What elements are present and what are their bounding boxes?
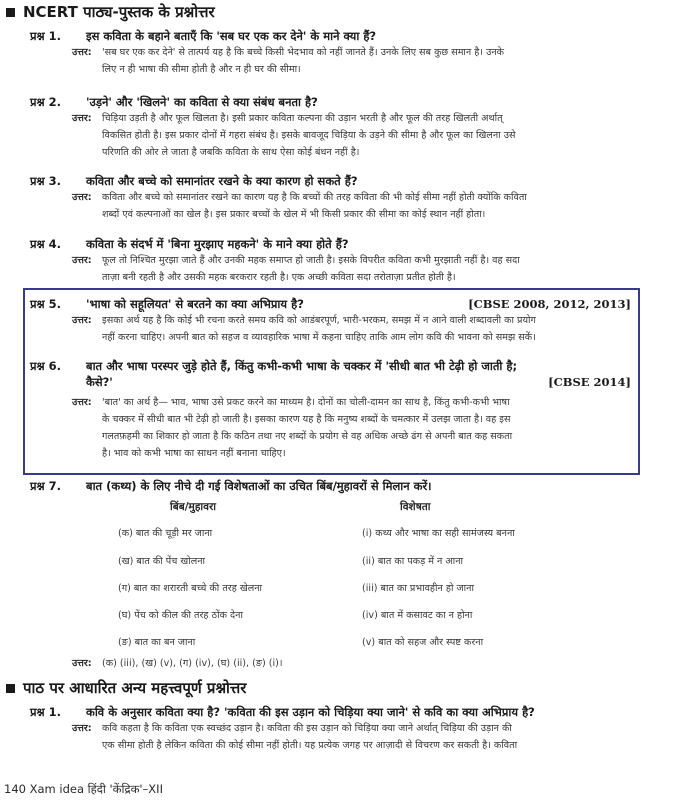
question-block-2 [0,94,683,161]
answer-1: उत्तर: 'सब घर एक कर देने' से तात्पर्य यह है कि बच्चे किसी भेदभाव को नहीं जानते हैं। उनके लिए सब कुछ समान है। उनके लिए न ही भाषा की सीमा होती है और न ही घर की सीमा। [72,47,505,75]
cbse-tag-6: [CBSE 2014] [548,375,631,389]
extra-question-1: प्रश्न 1. कवि के अनुसार कविता क्या है? 'कविता की इस उड़ान को चिड़िया क्या जाने' से कवि का क्या अभिप्राय है? [30,705,535,719]
question-2: प्रश्न 2. 'उड़ने' और 'खिलने' का कविता से क्या संबंध बनता है? [30,95,318,109]
match-right-item: (iv) बात में कसावट का न होना [362,610,473,621]
question-4: प्रश्न 4. कविता के संदर्भ में 'बिना मुरझाए महकने' के माने क्या होते हैं? [30,237,349,251]
match-left-item: (ख) बात की पेंच खोलना [118,556,206,567]
answer-6: उत्तर: 'बात' का अर्थ है— भाव, भाषा उसे प्रकट करने का माध्यम है। दोनों का चोली-दामन का साथ है, किंतु कभी-कभी भाषा के चक्कर में सीधी बात भी टेढ़ी हो जाती है। इसका कारण यह है कि मनुष्य शब्दों के चमत्कार में उलझ जाता है। वह इस गलतफ़हमी का शिकार हो जाता है कि कठिन तथा नए शब्दों के प्रयोग से वह अधिक अच्छे ढंग से अपनी बात कह सकता है। भाव को कभी भाषा का साधन नहीं बनाना चाहिए। [72,397,513,459]
answer-4: उत्तर: फूल तो निश्चित मुरझा जाते हैं और उनकी महक समाप्त हो जाती है। इसके विपरीत कविता कभी मुरझाती नहीं है। वह सदा ताज़ा बनी रहती है और उसकी महक बरकरार रहती है। एक अच्छी कविता सदा तरोताज़ा प्रतीत होती है। [72,255,520,283]
question-block-1 [0,28,683,78]
question-block-7 [0,478,683,494]
answer-2: उत्तर: चिड़िया उड़ती है और फूल खिलता है। इसी प्रकार कविता कल्पना की उड़ान भरती है और फूल की तरह खिलती अर्थात् विकसित होती है। इस प्रकार दोनों में गहरा संबंध है। इसके बावजूद चिड़िया के उड़ने की सीमा है और फूल का खिलना उसे परिणति की ओर ले जाता है जबकि कविता के साथ ऐसा कोई बंधन नहीं है। [72,113,516,158]
match-left-item: (घ) पेंच को कील की तरह ठोंक देना [118,610,243,621]
match-col2-heading: विशेषता [400,501,431,513]
question-1: प्रश्न 1. इस कविता के बहाने बताएँ कि 'सब घर एक कर देने' के माने क्या हैं? [30,29,377,43]
match-left-item: (ग) बात का शरारती बच्चे की तरह खेलना [118,583,263,594]
section-heading-extra [6,678,246,698]
match-answer-label: उत्तर: [72,658,92,669]
match-right-item: (v) बात को सहज और स्पष्ट करना [362,637,484,648]
question-6-cont: कैसे?' [CBSE 2014] [86,375,631,389]
match-col1-heading: बिंब/मुहावरा [170,501,216,513]
cbse-tag-5: [CBSE 2008, 2012, 2013] [468,297,631,311]
answer-3: उत्तर: कविता और बच्चे को समानांतर रखने का कारण यह है कि बच्चों की तरह कविता की भी कोई सीमा नहीं होती क्योंकि कविता शब्दों एवं कल्पनाओं का खेल है। इस प्रकार बच्चों के खेल में भी किसी प्रकार की सीमा का कोई स्थान नहीं होता। [72,192,527,220]
match-left-item: (ङ) बात का बन जाना [118,637,196,648]
square-bullet-icon [6,684,15,693]
section-heading-text: NCERT पाठ्य-पुस्तक के प्रश्नोत्तर [23,3,215,21]
section-heading-ncert [6,2,215,22]
match-right-item: (iii) बात का प्रभावहीन हो जाना [362,583,474,594]
question-block-5 [0,296,683,346]
answer-5: उत्तर: इसका अर्थ यह है कि कोई भी रचना करते समय कवि को आडंबरपूर्ण, भारी-भरकम, समझ में न आने वाली शब्दावली का प्रयोग नहीं करना चाहिए। अपनी बात को सहज व व्यावहारिक भाषा में कहना चाहिए ताकि आम लोग कवि की भावना को समझ सकें। [72,315,536,343]
question-6: प्रश्न 6. बात और भाषा परस्पर जुड़े होते हैं, किंतु कभी-कभी भाषा के चक्कर में 'सीधी बात भी टेढ़ी हो जाती है; [30,359,518,373]
question-5: प्रश्न 5. 'भाषा को सहूलियत' से बरतने का क्या अभिप्राय है? [CBSE 2008, 2012, 2013] [30,297,631,311]
section-heading-text: पाठ पर आधारित अन्य महत्त्वपूर्ण प्रश्नोत्तर [23,679,247,697]
question-block-6 [0,358,683,462]
match-answer: (क) (iii), (ख) (v), (ग) (iv), (घ) (ii), (ङ) (i)। [102,658,283,669]
square-bullet-icon [6,8,15,17]
extra-question-block [0,704,683,754]
match-right-item: (ii) बात का पकड़ में न आना [362,556,464,567]
match-right-item: (i) कथ्य और भाषा का सही सामंजस्य बनना [362,528,515,539]
question-block-4 [0,236,683,286]
extra-answer-1: उत्तर: कवि कहता है कि कविता एक स्वच्छंद उड़ान है। कविता की इस उड़ान को चिड़िया क्या जाने अर्थात् चिड़िया की उड़ान की एक सीमा होती है लेकिन कविता की कोई सीमा नहीं होती। यह प्रत्येक जगह पर आज़ादी से विचरण कर सकती है। कविता [72,723,518,751]
page-footer: 140 Xam idea हिंदी 'केंद्रिक'–XII [4,782,163,796]
question-block-3 [0,173,683,223]
question-3: प्रश्न 3. कविता और बच्चे को समानांतर रखने के क्या कारण हो सकते हैं? [30,174,358,188]
question-7: प्रश्न 7. बात (कथ्य) के लिए नीचे दी गई विशेषताओं का उचित बिंब/मुहावरों से मिलान करें। [30,479,432,493]
match-left-item: (क) बात की चूड़ी मर जाना [118,528,213,539]
